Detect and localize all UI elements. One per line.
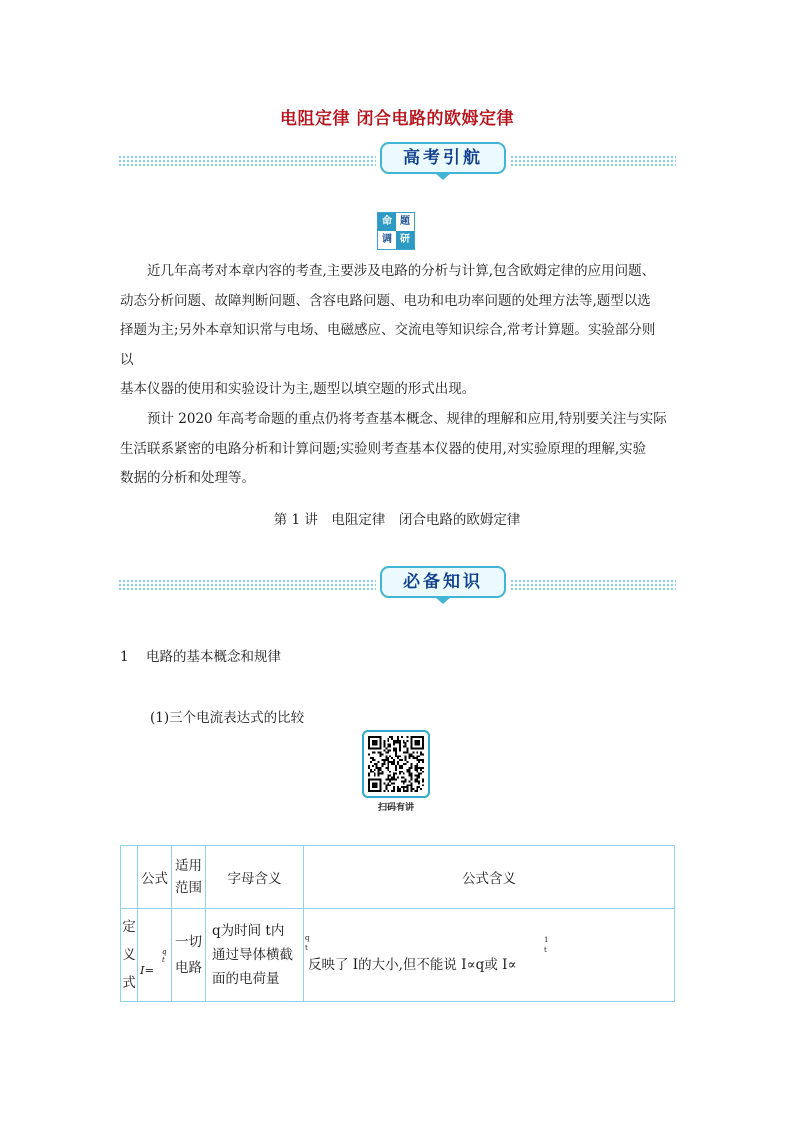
dotted-divider-right <box>510 579 676 591</box>
banner-label: 高考引航 <box>380 142 506 174</box>
text-line: 生活联系紧密的电路分析和计算问题;实验则考查基本仪器的使用,对实验原理的理解,实验 <box>120 440 647 457</box>
stamp-char: 命 <box>378 213 396 231</box>
header-cell: 字母含义 <box>206 846 304 909</box>
text-line: 择题为主;另外本章知识常与电场、电磁感应、交流电等知识综合,常考计算题。实验部分则 <box>120 322 656 338</box>
intro-paragraph-1 <box>120 257 680 405</box>
qr-caption: 扫码有讲 <box>377 803 414 813</box>
qr-code-icon[interactable] <box>362 730 430 798</box>
dotted-divider-right <box>510 155 676 167</box>
section-title: 电路的基本概念和规律 <box>146 649 281 665</box>
lecture-title: 第 1 讲 电阻定律 闭合电路的欧姆定律 <box>273 512 521 528</box>
mingti-diaoyan-stamp-icon <box>377 212 415 250</box>
banner-pointer-icon <box>434 172 452 180</box>
text-line: 以 <box>120 351 134 368</box>
document-title: 电阻定律 闭合电路的欧姆定律 <box>280 109 514 129</box>
intro-paragraph-2 <box>120 405 680 494</box>
stamp-char: 研 <box>396 231 414 249</box>
subsection-heading: (1)三个电流表达式的比较 <box>150 710 305 726</box>
header-cell: 适用 范围 <box>172 846 206 909</box>
formula-meaning-cell: q t 反映了 I的大小,但不能说 I∝q或 I∝ 1 t <box>304 909 675 1002</box>
text-line: 预计 2020 年高考命题的重点仍将考查基本概念、规律的理解和应用,特别要关注与实际 <box>147 411 667 427</box>
header-cell <box>121 846 138 909</box>
qr-code-block[interactable] <box>360 730 432 813</box>
symbol-meaning-cell: q为时间 t内 通过导体横截 面的电荷量 <box>206 909 304 1002</box>
current-formula-table <box>120 845 675 1002</box>
banner-label: 必备知识 <box>380 566 506 598</box>
formula-type-cell: 定 义 式 <box>121 909 138 1002</box>
header-cell: 公式含义 <box>304 846 675 909</box>
section-number: 1 <box>120 649 129 665</box>
text-line: 动态分析问题、故障判断问题、含容电路问题、电功和电功率问题的处理方法等,题型以选 <box>120 292 651 309</box>
text-line: 基本仪器的使用和实验设计为主,题型以填空题的形式出现。 <box>120 381 476 397</box>
text-line: 数据的分析和处理等。 <box>120 470 255 486</box>
table-row <box>121 909 675 1002</box>
section-banner-bibei <box>118 566 676 604</box>
stamp-char: 题 <box>396 213 414 231</box>
table-header-row <box>121 846 675 909</box>
scope-cell: 一切 电路 <box>172 909 206 1002</box>
formula-cell: q t I= <box>138 909 172 1002</box>
section-banner-gaokao <box>118 142 676 180</box>
text-line: 近几年高考对本章内容的考查,主要涉及电路的分析与计算,包含欧姆定律的应用问题、 <box>147 263 656 279</box>
dotted-divider-left <box>118 579 376 591</box>
dotted-divider-left <box>118 155 376 167</box>
section-heading <box>120 645 281 665</box>
stamp-char: 调 <box>378 231 396 249</box>
banner-pointer-icon <box>434 596 452 604</box>
header-cell: 公式 <box>138 846 172 909</box>
